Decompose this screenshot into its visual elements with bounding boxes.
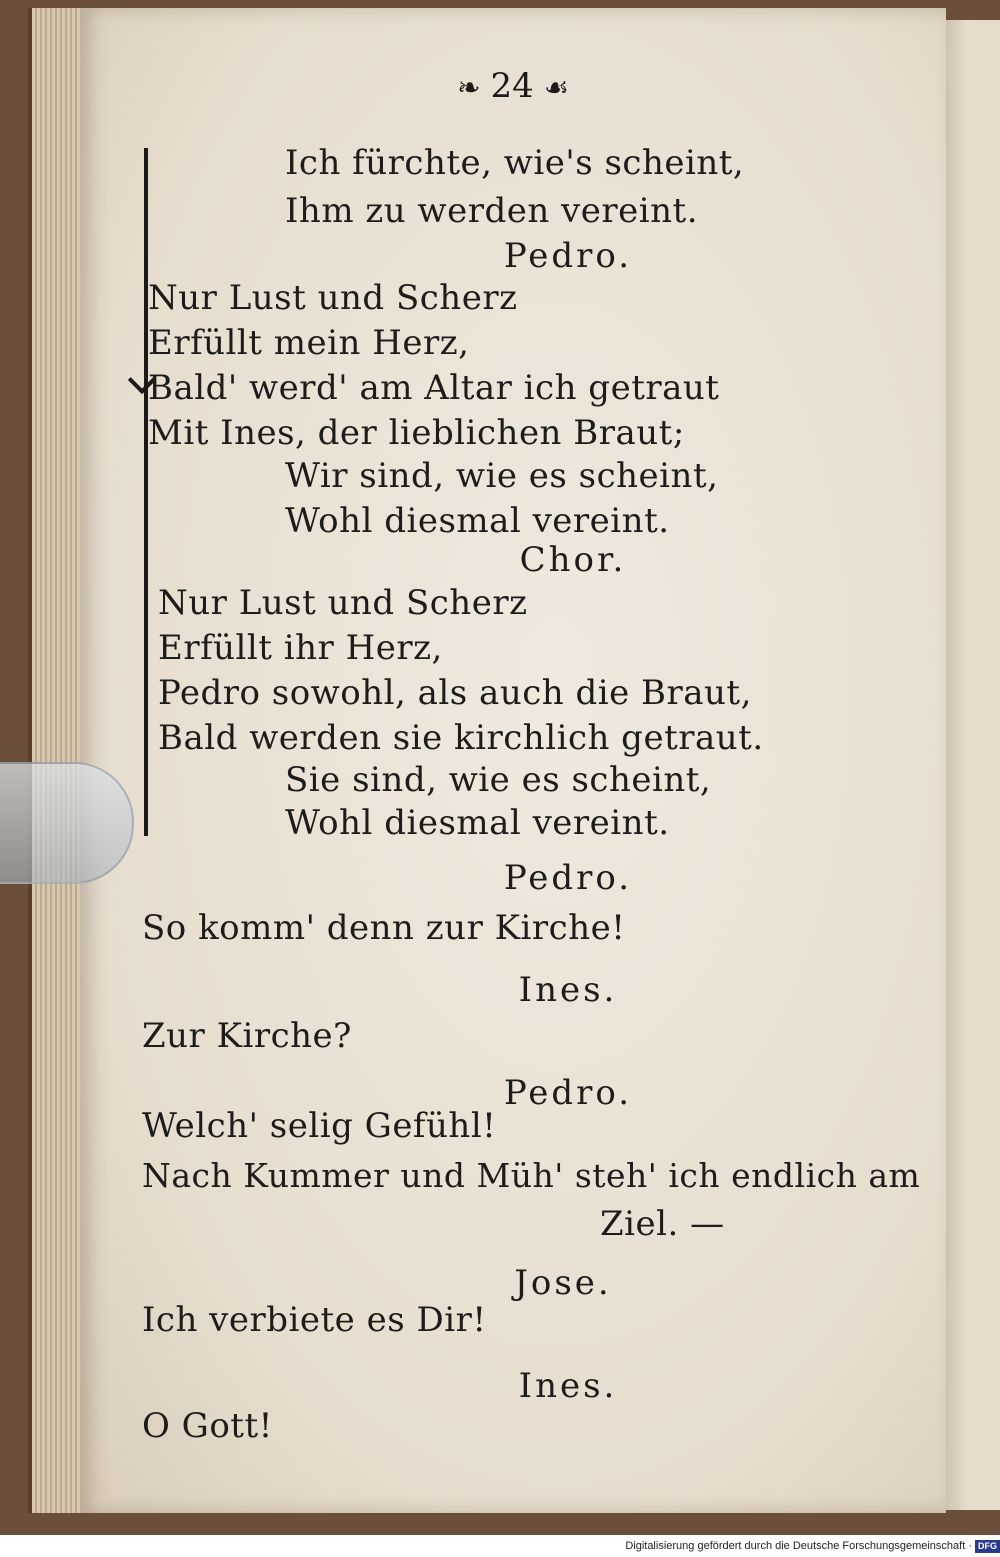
ornament-left-icon: ❧ — [457, 71, 481, 104]
verse-line: Bald werden sie kirchlich getraut. — [158, 718, 764, 758]
dialogue-line: Ich verbiete es Dir! — [142, 1300, 487, 1340]
speaker-name: Ines. — [518, 970, 618, 1010]
speaker-name: Chor. — [519, 540, 627, 580]
page-clip — [0, 762, 134, 884]
speaker-name: Pedro. — [503, 858, 633, 898]
dialogue-line: Zur Kirche? — [142, 1016, 352, 1056]
verse-line: Wir sind, wie es scheint, — [285, 456, 719, 496]
verse-line: Erfüllt mein Herz, — [148, 323, 470, 363]
dialogue-line: Nach Kummer und Müh' steh' ich endlich am — [142, 1156, 921, 1195]
dfg-logo: DFG — [975, 1540, 1000, 1553]
speaker-name: Pedro. — [503, 1073, 633, 1113]
verse-line: Mit Ines, der lieblichen Braut; — [148, 413, 685, 453]
dialogue-line: O Gott! — [142, 1406, 273, 1446]
dialogue-line: So komm' denn zur Kirche! — [142, 908, 626, 948]
ornament-right-icon: ☙ — [543, 71, 569, 104]
speaker-name: Pedro. — [503, 236, 633, 276]
dialogue-line: Welch' selig Gefühl! — [142, 1106, 497, 1146]
speaker-name: Ines. — [518, 1366, 618, 1406]
verse-line: Wohl diesmal vereint. — [285, 501, 670, 541]
dialogue-line: Ziel. — — [600, 1204, 725, 1244]
verse-line: Wohl diesmal vereint. — [285, 803, 670, 843]
credit-text: Digitalisierung gefördert durch die Deutsche Forschungsgemeinschaft · — [625, 1540, 972, 1552]
verse-line: Nur Lust und Scherz — [148, 278, 518, 318]
page-header — [80, 66, 946, 106]
verse-line: Erfüllt ihr Herz, — [158, 628, 443, 668]
verse-line: Ihm zu werden vereint. — [285, 191, 699, 231]
page-number: 24 — [490, 66, 534, 106]
verse-line: Sie sind, wie es scheint, — [285, 760, 712, 800]
verse-line: Ich fürchte, wie's scheint, — [285, 143, 745, 183]
verse-line: Bald' werd' am Altar ich getraut — [148, 368, 720, 408]
verse-line: Nur Lust und Scherz — [158, 583, 528, 623]
speaker-name: Jose. — [514, 1263, 612, 1303]
verse-line: Pedro sowohl, als auch die Braut, — [158, 673, 752, 713]
book-page — [80, 8, 946, 1513]
digitization-credit — [560, 1536, 1000, 1557]
